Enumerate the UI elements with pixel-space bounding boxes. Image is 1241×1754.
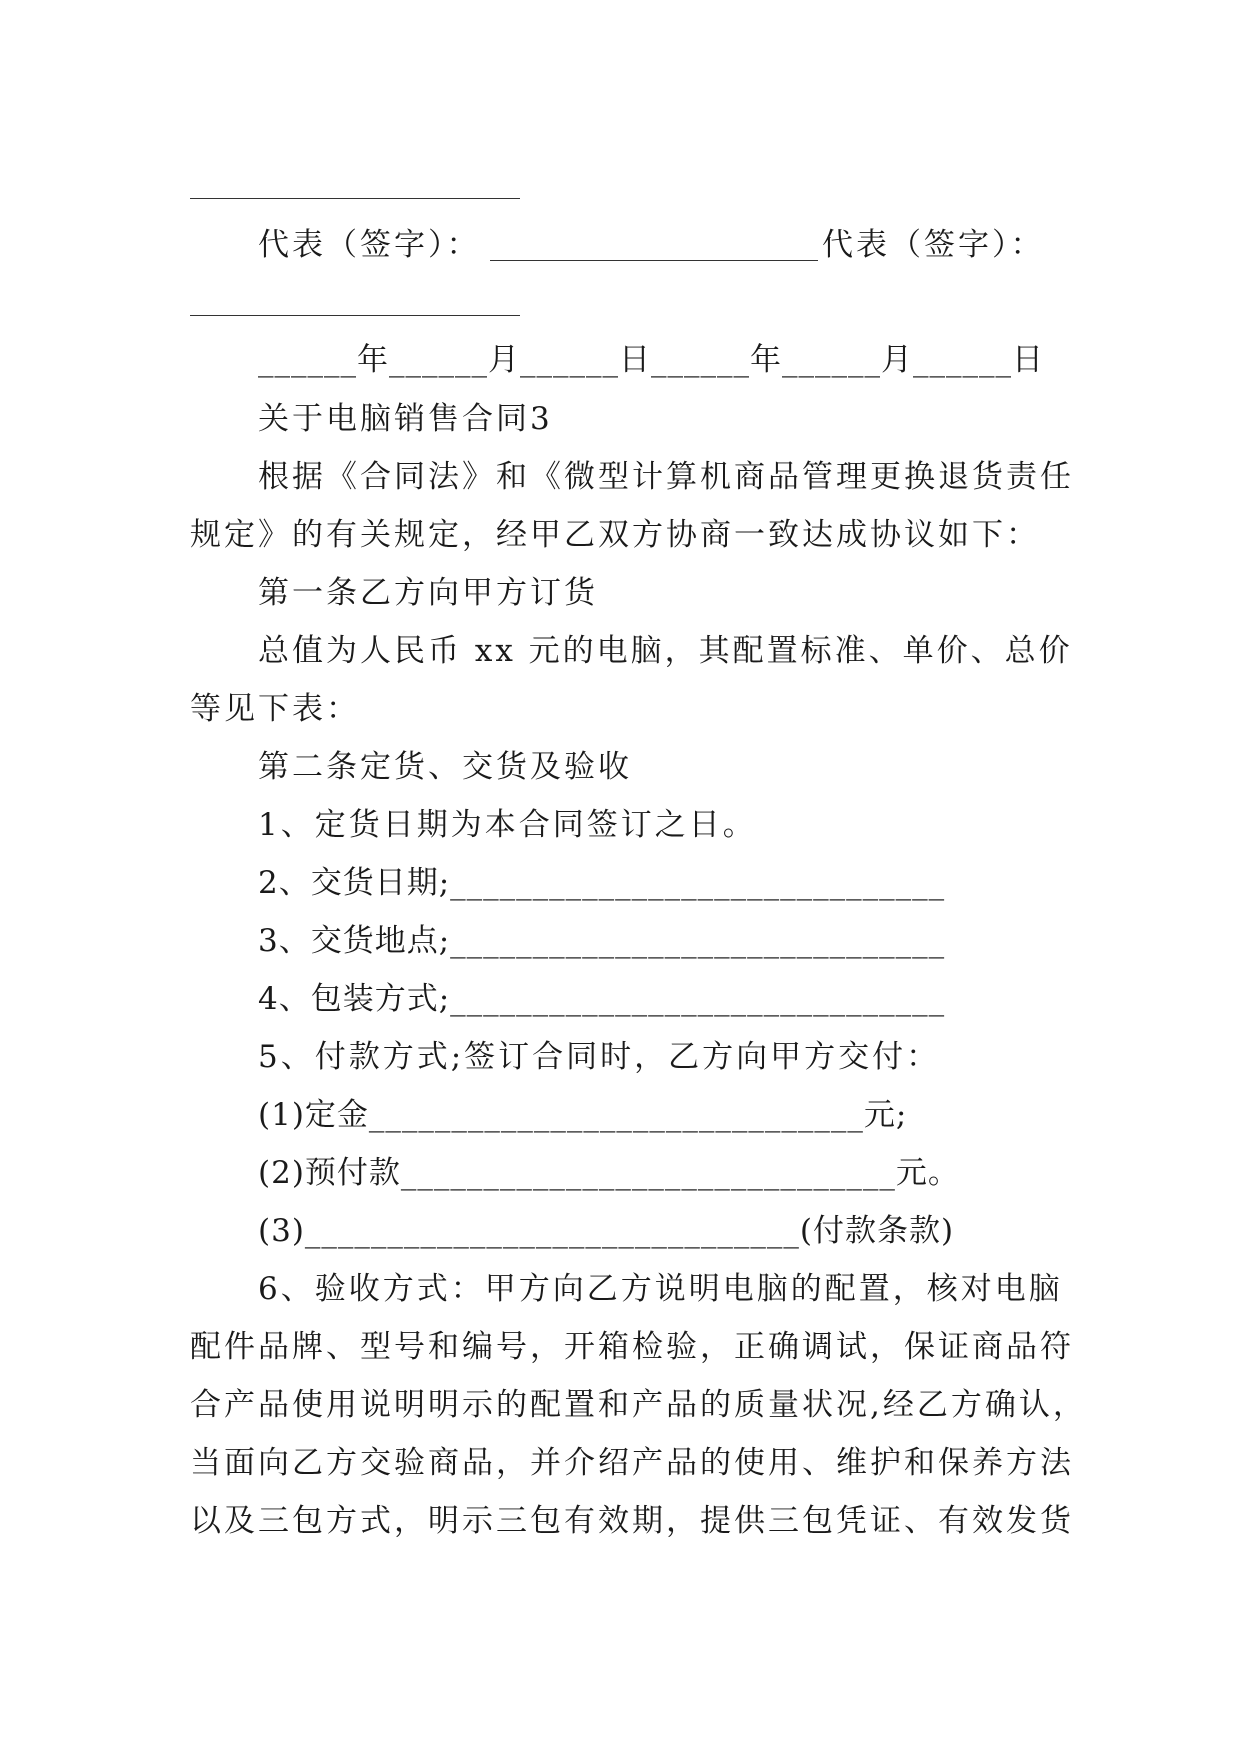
article-2-heading-text: 第二条定货、交货及验收 xyxy=(258,749,632,785)
article-1-line-2 xyxy=(190,689,1050,729)
item-6-line-4 xyxy=(190,1443,1074,1483)
article-1-line-1-text: 总值为人民币 xx 元的电脑，其配置标准、单价、总价 xyxy=(258,633,1073,669)
item-6-line-3-text: 合产品使用说明明示的配置和产品的质量状况,经乙方确认， xyxy=(190,1387,1087,1423)
item-2 xyxy=(258,863,1050,903)
item-5 xyxy=(258,1037,1050,1077)
payment-3 xyxy=(258,1211,1050,1251)
item-1 xyxy=(258,805,1050,845)
item-3 xyxy=(258,921,1050,961)
rep-signature-blank-left xyxy=(490,260,818,261)
item-1-text: 1、定货日期为本合同签订之日。 xyxy=(258,807,757,843)
intro-line-2-text: 规定》的有关规定，经甲乙双方协商一致达成协议如下： xyxy=(190,517,1040,553)
item-4 xyxy=(258,979,1050,1019)
item-3-text: 3、交货地点;______________________________ xyxy=(258,923,946,959)
date-row-text: ______年______月______日______年______月______日 xyxy=(258,342,1044,378)
item-6-line-1 xyxy=(258,1269,1063,1309)
item-6-line-1-text: 6、验收方式：甲方向乙方说明电脑的配置，核对电脑 xyxy=(258,1271,1063,1307)
intro-line-2 xyxy=(190,515,1050,555)
item-4-text: 4、包装方式;______________________________ xyxy=(258,981,946,1017)
contract-title-text: 关于电脑销售合同3 xyxy=(258,401,553,437)
rep-label-right: 代表（签字）： xyxy=(822,227,1045,263)
article-1-line-1 xyxy=(258,631,1073,671)
item-6-line-5-text: 以及三包方式，明示三包有效期，提供三包凭证、有效发货 xyxy=(190,1503,1074,1539)
payment-1-text: (1)定金______________________________元; xyxy=(258,1097,908,1133)
article-2-heading xyxy=(258,747,1050,787)
contract-title xyxy=(258,399,1050,439)
signature-blank-line xyxy=(190,198,520,199)
item-6-line-4-text: 当面向乙方交验商品，并介绍产品的使用、维护和保养方法 xyxy=(190,1445,1074,1481)
intro-line-1-text: 根据《合同法》和《微型计算机商品管理更换退货责任 xyxy=(258,459,1074,495)
rep-label-left: 代表（签字）： xyxy=(258,227,481,263)
date-row xyxy=(258,340,1050,380)
item-5-text: 5、付款方式;签订合同时，乙方向甲方交付： xyxy=(258,1039,941,1075)
item-6-line-2-text: 配件品牌、型号和编号，开箱检验，正确调试，保证商品符 xyxy=(190,1329,1074,1365)
payment-1 xyxy=(258,1095,1050,1135)
rep-signature-blank-right xyxy=(190,315,520,316)
item-2-text: 2、交货日期;______________________________ xyxy=(258,865,946,901)
article-1-heading xyxy=(258,573,1050,613)
payment-3-text: (3)______________________________(付款条款) xyxy=(258,1213,955,1249)
article-1-line-2-text: 等见下表： xyxy=(190,691,360,727)
payment-2-text: (2)预付款______________________________元。 xyxy=(258,1155,960,1191)
item-6-line-3 xyxy=(190,1385,1087,1425)
rep-label-right-wrapper xyxy=(822,225,1062,265)
payment-2 xyxy=(258,1153,1050,1193)
intro-line-1 xyxy=(258,457,1074,497)
article-1-heading-text: 第一条乙方向甲方订货 xyxy=(258,575,598,611)
item-6-line-2 xyxy=(190,1327,1074,1367)
item-6-line-5 xyxy=(190,1501,1074,1541)
